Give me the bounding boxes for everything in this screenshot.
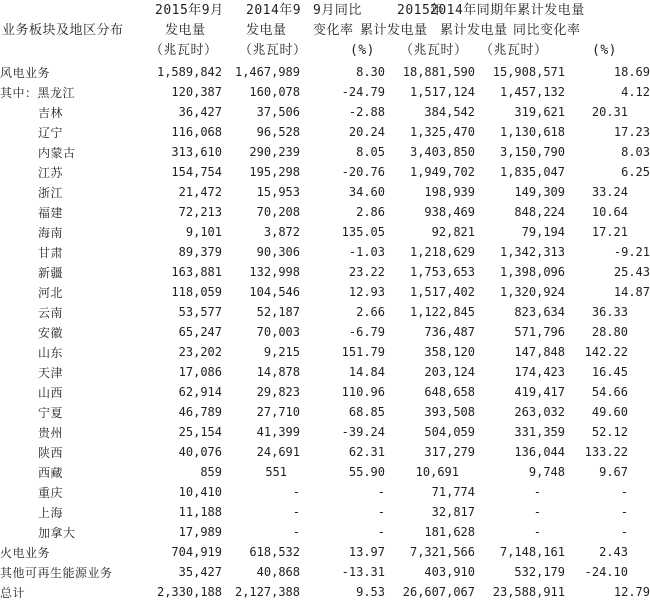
cell-sep-2014: -	[292, 505, 300, 519]
cell-sep-2015: 40,076	[178, 445, 222, 459]
cell-sep-2014: 1,467,989	[234, 65, 300, 79]
cell-cum-2014: 571,796	[514, 325, 565, 339]
table-row	[0, 502, 650, 522]
cell-sep-2014: 2,127,388	[234, 585, 300, 599]
cell-cum-2014: 848,224	[514, 205, 565, 219]
cell-cum-2015: 10,691	[415, 465, 459, 479]
cell-sep-2015: 25,154	[178, 425, 222, 439]
unit-mwh-2: （兆瓦时）	[239, 43, 307, 58]
header-sep-yoy: 9月同比	[313, 3, 362, 18]
row-label	[0, 402, 143, 422]
cell-cum-2014: 1,835,047	[499, 165, 565, 179]
row-name: 山东	[38, 345, 64, 360]
cell-cum-yoy-pct: 2.43	[599, 545, 628, 559]
cell-sep-2014: -	[292, 525, 300, 539]
cell-cum-yoy-pct: 6.25	[621, 165, 650, 179]
cell-sep-2015: 154,754	[171, 165, 222, 179]
row-name: 黑龙江	[37, 85, 76, 100]
row-name: 河北	[38, 285, 64, 300]
row-name: 宁夏	[38, 405, 64, 420]
cell-cum-2015: 198,939	[424, 185, 475, 199]
header-cum-gen-1: 累计发电量	[360, 23, 428, 38]
table-row	[0, 222, 650, 242]
cell-cum-yoy-pct: -9.21	[613, 245, 650, 259]
cell-sep-yoy-pct: -39.24	[341, 425, 385, 439]
cell-cum-yoy-pct: 33.24	[591, 185, 628, 199]
row-label	[0, 562, 143, 582]
cell-sep-2015: 1,589,842	[156, 65, 222, 79]
cell-cum-2014: 15,908,571	[492, 65, 565, 79]
table-row	[0, 102, 650, 122]
row-name: 加拿大	[38, 525, 76, 540]
cell-sep-2014: 70,208	[256, 205, 300, 219]
cell-cum-2015: 1,218,629	[409, 245, 475, 259]
cell-sep-2014: 52,187	[256, 305, 300, 319]
cell-cum-2014: -	[533, 505, 541, 519]
cell-sep-2015: 118,059	[171, 285, 222, 299]
header-gen-1: 发电量	[165, 23, 206, 38]
header-segment-region: 业务板块及地区分布	[2, 23, 124, 38]
cell-sep-yoy-pct: 23.22	[348, 265, 385, 279]
cell-cum-yoy-pct: -	[620, 525, 628, 539]
cell-sep-2015: 36,427	[178, 105, 222, 119]
cell-cum-2015: 71,774	[431, 485, 475, 499]
cell-sep-2014: 3,872	[263, 225, 300, 239]
cell-sep-2014: 90,306	[256, 245, 300, 259]
cell-sep-2014: 9,215	[263, 345, 300, 359]
row-name: 新疆	[38, 265, 64, 280]
cell-cum-yoy-pct: 52.12	[591, 425, 628, 439]
cell-cum-2014: 1,457,132	[499, 85, 565, 99]
unit-mwh-4: （兆瓦时）	[480, 43, 548, 58]
cell-cum-yoy-pct: 49.60	[591, 405, 628, 419]
cell-cum-2014: 1,130,618	[499, 125, 565, 139]
row-label	[0, 502, 143, 522]
cell-cum-yoy-pct: 54.66	[591, 385, 628, 399]
row-label	[0, 442, 143, 462]
cell-cum-yoy-pct: 10.64	[591, 205, 628, 219]
cell-cum-2014: 532,179	[514, 565, 565, 579]
cell-cum-2015: 504,059	[424, 425, 475, 439]
cell-sep-yoy-pct: 12.93	[348, 285, 385, 299]
row-label	[0, 102, 143, 122]
cell-sep-2014: 290,239	[249, 145, 300, 159]
cell-cum-yoy-pct: 14.87	[613, 285, 650, 299]
table-row	[0, 82, 650, 102]
cell-sep-yoy-pct: -13.31	[341, 565, 385, 579]
row-label	[0, 342, 143, 362]
cell-sep-yoy-pct: 135.05	[341, 225, 385, 239]
cell-cum-yoy-pct: 12.79	[613, 585, 650, 599]
table-row	[0, 382, 650, 402]
cell-cum-2015: 1,517,402	[409, 285, 475, 299]
cell-sep-yoy-pct: 62.31	[348, 445, 385, 459]
row-name: 其他可再生能源业务	[0, 565, 113, 580]
cell-sep-yoy-pct: -20.76	[341, 165, 385, 179]
cell-sep-yoy-pct: 2.66	[356, 305, 385, 319]
row-label	[0, 362, 143, 382]
unit-mwh-1: （兆瓦时）	[150, 43, 218, 58]
row-name: 甘肃	[38, 245, 64, 260]
cell-sep-2014: 618,532	[249, 545, 300, 559]
cell-cum-2015: 648,658	[424, 385, 475, 399]
unit-mwh-3: （兆瓦时）	[400, 43, 468, 58]
cell-sep-yoy-pct: 8.30	[356, 65, 385, 79]
cell-sep-2015: 17,989	[178, 525, 222, 539]
cell-sep-2014: 132,998	[249, 265, 300, 279]
row-name: 海南	[38, 225, 64, 240]
row-name: 总计	[0, 585, 26, 600]
row-name: 福建	[38, 205, 64, 220]
table-row	[0, 342, 650, 362]
cell-cum-2014: 331,359	[514, 425, 565, 439]
row-label	[0, 202, 143, 222]
cell-cum-2014: 1,398,096	[499, 265, 565, 279]
cell-sep-2014: 96,528	[256, 125, 300, 139]
cell-sep-2014: 195,298	[249, 165, 300, 179]
row-name: 江苏	[38, 165, 64, 180]
cell-sep-2014: 29,823	[256, 385, 300, 399]
cell-sep-yoy-pct: -6.79	[348, 325, 385, 339]
table-header	[0, 0, 650, 62]
row-label	[0, 462, 143, 482]
cell-cum-2015: 1,949,702	[409, 165, 475, 179]
cell-sep-2015: 21,472	[178, 185, 222, 199]
cell-cum-2015: 317,279	[424, 445, 475, 459]
row-label	[0, 422, 143, 442]
cell-cum-yoy-pct: 4.12	[621, 85, 650, 99]
table-row	[0, 562, 650, 582]
cell-cum-2015: 1,517,124	[409, 85, 475, 99]
cell-sep-2015: 2,330,188	[156, 585, 222, 599]
row-name: 吉林	[38, 105, 64, 120]
cell-cum-2015: 18,881,590	[402, 65, 475, 79]
cell-cum-2014: 263,032	[514, 405, 565, 419]
cell-cum-2015: 736,487	[424, 325, 475, 339]
row-label	[0, 522, 143, 542]
header-2014-cum-span: 2014年同期年累计发电量	[430, 3, 585, 18]
cell-sep-2015: 35,427	[178, 565, 222, 579]
cell-sep-2014: 14,878	[256, 365, 300, 379]
cell-cum-2014: 1,320,924	[499, 285, 565, 299]
table-row	[0, 542, 650, 562]
cell-sep-2015: 120,387	[171, 85, 222, 99]
cell-sep-2014: 24,691	[256, 445, 300, 459]
table-grid	[0, 62, 650, 602]
cell-cum-yoy-pct: 28.80	[591, 325, 628, 339]
table-row	[0, 522, 650, 542]
cell-sep-2015: 62,914	[178, 385, 222, 399]
cell-cum-2015: 203,124	[424, 365, 475, 379]
table-row	[0, 282, 650, 302]
row-name: 火电业务	[0, 545, 51, 560]
row-label	[0, 482, 143, 502]
table-row	[0, 202, 650, 222]
cell-cum-2015: 1,325,470	[409, 125, 475, 139]
cell-sep-2015: 23,202	[178, 345, 222, 359]
cell-sep-2015: 313,610	[171, 145, 222, 159]
cell-sep-2015: 704,919	[171, 545, 222, 559]
table-row	[0, 62, 650, 82]
cell-sep-yoy-pct: 110.96	[341, 385, 385, 399]
cell-cum-yoy-pct: 36.33	[591, 305, 628, 319]
cell-sep-2014: 104,546	[249, 285, 300, 299]
cell-sep-yoy-pct: 55.90	[348, 465, 385, 479]
row-label	[0, 282, 143, 302]
row-name: 风电业务	[0, 65, 51, 80]
table-row	[0, 362, 650, 382]
cell-cum-2014: 319,621	[514, 105, 565, 119]
table-row	[0, 402, 650, 422]
cell-sep-2015: 9,101	[185, 225, 222, 239]
header-cum-gen-2: 累计发电量	[440, 23, 508, 38]
header-change-rate: 变化率	[313, 23, 354, 38]
cell-sep-yoy-pct: -1.03	[348, 245, 385, 259]
cell-cum-yoy-pct: 16.45	[591, 365, 628, 379]
cell-sep-2014: 27,710	[256, 405, 300, 419]
cell-cum-2014: 3,150,790	[499, 145, 565, 159]
row-name: 天津	[38, 365, 64, 380]
cell-cum-2014: 149,309	[514, 185, 565, 199]
cell-cum-2014: 1,342,313	[499, 245, 565, 259]
cell-cum-2015: 92,821	[431, 225, 475, 239]
unit-pct-1: (%)	[350, 43, 375, 58]
cell-cum-yoy-pct: 25.43	[613, 265, 650, 279]
table-row	[0, 322, 650, 342]
cell-cum-2015: 393,508	[424, 405, 475, 419]
row-label	[0, 82, 143, 102]
cell-cum-2015: 938,469	[424, 205, 475, 219]
table-row	[0, 262, 650, 282]
cell-cum-yoy-pct: 20.31	[591, 105, 628, 119]
header-2015-cum: 2015年	[397, 3, 444, 18]
header-yoy-change: 同比变化率	[513, 23, 581, 38]
cell-sep-2015: 46,789	[178, 405, 222, 419]
cell-sep-2014: 160,078	[249, 85, 300, 99]
row-label	[0, 302, 143, 322]
table-row	[0, 182, 650, 202]
cell-sep-yoy-pct: 2.86	[356, 205, 385, 219]
cell-sep-2015: 10,410	[178, 485, 222, 499]
table-row	[0, 442, 650, 462]
header-2015-sep: 2015年9月	[155, 3, 224, 18]
row-prefix: 其中：	[0, 85, 38, 100]
cell-cum-yoy-pct: -	[620, 505, 628, 519]
cell-cum-2015: 7,321,566	[409, 545, 475, 559]
cell-cum-yoy-pct: 9.67	[599, 465, 628, 479]
cell-cum-2014: 823,634	[514, 305, 565, 319]
cell-cum-2014: 23,588,911	[492, 585, 565, 599]
row-name: 浙江	[38, 185, 64, 200]
row-label	[0, 162, 143, 182]
cell-cum-2014: 136,044	[514, 445, 565, 459]
cell-sep-yoy-pct: 151.79	[341, 345, 385, 359]
cell-cum-2014: -	[533, 485, 541, 499]
table-body	[0, 62, 650, 602]
cell-cum-2014: 147,848	[514, 345, 565, 359]
cell-cum-2014: 174,423	[514, 365, 565, 379]
cell-sep-yoy-pct: 13.97	[348, 545, 385, 559]
cell-sep-2014: -	[292, 485, 300, 499]
row-label	[0, 542, 143, 562]
cell-sep-yoy-pct: 8.05	[356, 145, 385, 159]
cell-cum-yoy-pct: 18.69	[613, 65, 650, 79]
cell-sep-2015: 17,086	[178, 365, 222, 379]
row-name: 辽宁	[38, 125, 64, 140]
row-label	[0, 142, 143, 162]
table-row	[0, 242, 650, 262]
row-label	[0, 582, 143, 602]
cell-cum-2015: 1,122,845	[409, 305, 475, 319]
cell-sep-yoy-pct: 20.24	[348, 125, 385, 139]
cell-cum-2015: 384,542	[424, 105, 475, 119]
row-label	[0, 262, 143, 282]
row-label	[0, 182, 143, 202]
cell-sep-2014: 40,868	[256, 565, 300, 579]
table-row	[0, 302, 650, 322]
row-name: 陕西	[38, 445, 64, 460]
cell-sep-2015: 11,188	[178, 505, 222, 519]
cell-cum-yoy-pct: -24.10	[584, 565, 628, 579]
cell-sep-yoy-pct: -	[377, 485, 385, 499]
cell-sep-2015: 163,881	[171, 265, 222, 279]
row-name: 贵州	[38, 425, 64, 440]
row-name: 上海	[38, 505, 64, 520]
cell-cum-2014: 9,748	[528, 465, 565, 479]
cell-sep-2015: 859	[200, 465, 222, 479]
table-row	[0, 142, 650, 162]
cell-cum-2014: 7,148,161	[499, 545, 565, 559]
cell-sep-yoy-pct: -24.79	[341, 85, 385, 99]
row-label	[0, 122, 143, 142]
cell-cum-yoy-pct: 142.22	[584, 345, 628, 359]
cell-cum-2015: 403,910	[424, 565, 475, 579]
table-row	[0, 162, 650, 182]
cell-sep-yoy-pct: -	[377, 525, 385, 539]
cell-sep-yoy-pct: 34.60	[348, 185, 385, 199]
row-name: 云南	[38, 305, 64, 320]
table-row	[0, 582, 650, 602]
cell-cum-2015: 1,753,653	[409, 265, 475, 279]
cell-cum-yoy-pct: 17.23	[613, 125, 650, 139]
cell-sep-2015: 116,068	[171, 125, 222, 139]
cell-cum-yoy-pct: 8.03	[621, 145, 650, 159]
cell-cum-2014: 419,417	[514, 385, 565, 399]
cell-cum-2014: -	[533, 525, 541, 539]
cell-cum-2015: 26,607,067	[402, 585, 475, 599]
row-name: 重庆	[38, 485, 64, 500]
row-label	[0, 242, 143, 262]
cell-sep-2014: 70,003	[256, 325, 300, 339]
cell-cum-yoy-pct: -	[620, 485, 628, 499]
cell-sep-2015: 72,213	[178, 205, 222, 219]
cell-sep-2014: 41,399	[256, 425, 300, 439]
unit-pct-2: (%)	[592, 43, 617, 58]
row-label	[0, 222, 143, 242]
cell-cum-2015: 181,628	[424, 525, 475, 539]
table-row	[0, 422, 650, 442]
row-label	[0, 382, 143, 402]
cell-sep-2014: 551	[265, 465, 287, 479]
cell-cum-yoy-pct: 17.21	[591, 225, 628, 239]
cell-cum-2015: 358,120	[424, 345, 475, 359]
row-label	[0, 322, 143, 342]
header-2014-sep: 2014年9	[246, 3, 302, 18]
cell-sep-2014: 15,953	[256, 185, 300, 199]
cell-cum-2015: 32,817	[431, 505, 475, 519]
cell-sep-2015: 53,577	[178, 305, 222, 319]
header-gen-2: 发电量	[246, 23, 287, 38]
cell-cum-2014: 79,194	[521, 225, 565, 239]
row-name: 西藏	[38, 465, 64, 480]
table-row	[0, 462, 650, 482]
table-row	[0, 122, 650, 142]
cell-cum-yoy-pct: 133.22	[584, 445, 628, 459]
row-label	[0, 62, 143, 82]
row-name: 内蒙古	[38, 145, 76, 160]
cell-cum-2015: 3,403,850	[409, 145, 475, 159]
cell-sep-yoy-pct: -	[377, 505, 385, 519]
cell-sep-yoy-pct: 68.85	[348, 405, 385, 419]
cell-sep-yoy-pct: -2.88	[348, 105, 385, 119]
cell-sep-yoy-pct: 9.53	[356, 585, 385, 599]
cell-sep-2014: 37,506	[256, 105, 300, 119]
row-name: 安徽	[38, 325, 64, 340]
cell-sep-2015: 65,247	[178, 325, 222, 339]
row-name: 山西	[38, 385, 64, 400]
cell-sep-yoy-pct: 14.84	[348, 365, 385, 379]
table-row	[0, 482, 650, 502]
cell-sep-2015: 89,379	[178, 245, 222, 259]
